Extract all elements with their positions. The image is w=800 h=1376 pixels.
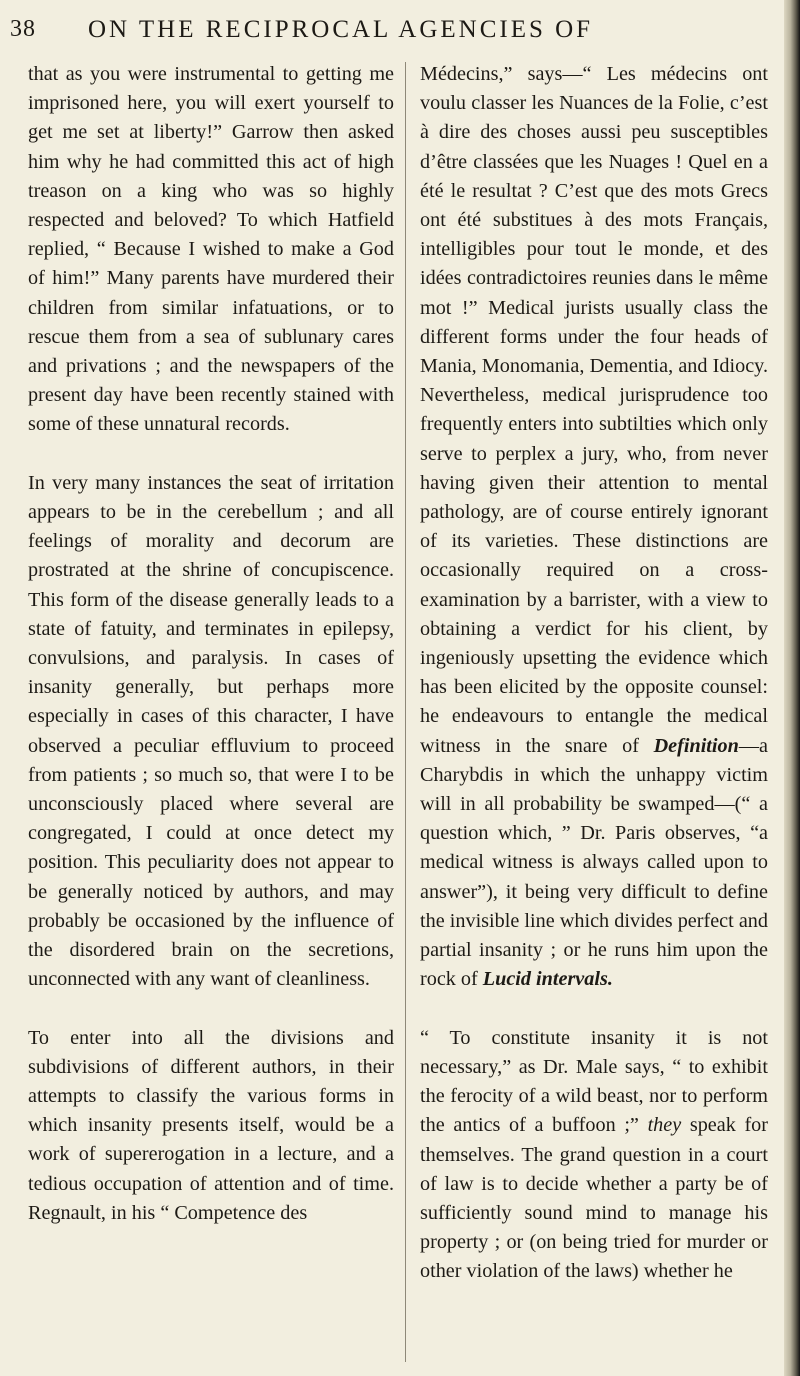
page-edge-shadow — [784, 0, 800, 1376]
running-head: ON THE RECIPROCAL AGENCIES OF — [88, 16, 594, 43]
page-number: 38 — [10, 16, 36, 42]
paragraph: To enter into all the divisions and subdivisions of different authors, in their attempts to classify the various forms in which insanity presents itself, would be a work of supererogation in a lecture, and a tedious occupation of attention and of time. Regnault, in his “ Competence des — [28, 1026, 394, 1224]
page-header — [10, 14, 770, 54]
italic-term-lucid-intervals: Lucid intervals. — [482, 968, 613, 991]
paragraph — [420, 1024, 768, 1287]
text-run: —a Charybdis in which the unhappy victim will in all probability be swamped—(“ a question which, ” Dr. Paris observes, “a medical witness is always called upon to answer”), it being very difficult to define the invisible line which divides perfect and partial insanity ; or he runs him upon the rock of — [420, 734, 768, 991]
column-divider — [405, 62, 406, 1362]
text-run: speak for themselves. The grand question in a court of law is to decide whether a party be of sufficiently sound mind to manage his property ; or (on being tried for murder or other violation of the laws) whether he — [420, 1114, 768, 1283]
italic-word-they: they — [647, 1114, 682, 1137]
paragraph: that as you were instrumental to getting me imprisoned here, you will exert yourself to get me set at liberty!” Garrow then asked him why he had committed this act of high treason on a king who was so highly respected and beloved? To which Hatfield replied, “ Because I wished to make a God of him!” Many parents have murdered their children from similar infatuations, or to rescue them from a sea of sublunary cares and privations ; and the newspapers of the present day have been recently stained with some of these unnatural records. — [28, 63, 394, 436]
text-run: Médecins,” says—“ Les médecins ont voulu classer les Nuances de la Folie, c’est à dire des choses aussi peu susceptibles d’être classées que les Nuages ! Quel en a été le resultat ? C’est que des mots Grecs ont été substitues à des mots Français, intelligibles pour tout le monde, et des idées contradictoires reunies dans le même mot !” Medical jurists usually class the different forms under the four heads of Mania, Monomania, Dementia, and Idiocy. Nevertheless, medical jurisprudence too frequently enters into subtilties which only serve to perplex a jury, who, from never having given their attention to mental pathology, are of course entirely ignorant of its varieties. These distinctions are occasionally required on a cross-examination by a barrister, with a view to obtaining a verdict for his client, by ingeniously upsetting the evidence which has been elicited by the opposite counsel: he endeavours to entangle the medical witness in the snare of — [420, 63, 768, 757]
left-column — [28, 60, 394, 1228]
paragraph — [420, 60, 768, 995]
text-run: “ To constitute insanity it is not necessary,” as Dr. Male says, “ to exhibit the ferocity of a wild beast, nor to perform the antics of a buffoon ;” — [420, 1026, 768, 1137]
right-column — [420, 60, 768, 1287]
italic-term-definition: Definition — [653, 734, 739, 757]
paragraph: In very many instances the seat of irritation appears to be in the cerebellum ; and all feelings of morality and decorum are prostrated at the shrine of concupiscence. This form of the disease generally leads to a state of fatuity, and terminates in epilepsy, convulsions, and paralysis. In cases of insanity generally, but perhaps more especially in cases of this character, I have observed a peculiar effluvium to proceed from patients ; so much so, that were I to be unconsciously placed where several are congregated, I could at once detect my position. This peculiarity does not appear to be generally noticed by authors, and may probably be occasioned by the influence of the disordered brain on the secretions, unconnected with any want of cleanliness. — [28, 471, 394, 991]
